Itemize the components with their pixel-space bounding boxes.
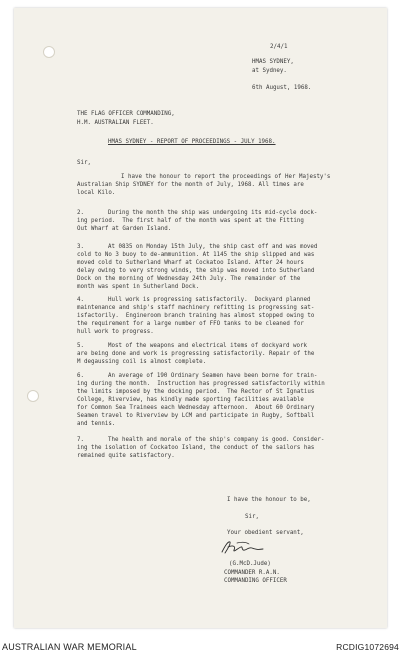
- para-7-line-2: ing the isolation of Cockatoo Island, the conduct of the sailors has: [77, 445, 315, 451]
- addressee-line-1: THE FLAG OFFICER COMMANDING,: [77, 111, 175, 117]
- punch-hole-top: [43, 46, 55, 58]
- file-reference: 2/4/1: [270, 44, 288, 50]
- para-2-line-1: During the month the ship was undergoing its mid-cycle dock-: [108, 210, 318, 216]
- para-4-number: 4.: [77, 297, 84, 303]
- signatory-title: COMMANDING OFFICER: [224, 578, 287, 584]
- para-1-line-3: local Kilo.: [77, 190, 116, 196]
- letter-date: 6th August, 1968.: [252, 85, 312, 91]
- para-3-line-5: Dock on the morning of Wednesday 24th July. The remainder of the: [77, 276, 301, 282]
- para-3-line-4: delay owing to very strong winds, the ship was moved into Sutherland: [77, 268, 315, 274]
- para-1-line-1: I have the honour to report the proceedings of Her Majesty's: [121, 174, 331, 180]
- para-3-line-3: moved cold to Sutherland Wharf at Cockatoo Island. After 24 hours: [77, 260, 304, 266]
- closing-line-3: Your obedient servant,: [227, 530, 304, 536]
- para-5-line-2: are being done and work is progressing satisfactorily. Repair of the: [77, 351, 315, 357]
- para-4-line-3: isfactorily. Engineroom branch training has almost stopped owing to: [77, 313, 315, 319]
- para-6-number: 6.: [77, 373, 84, 379]
- punch-hole-bottom: [27, 390, 39, 402]
- institution-credit: AUSTRALIAN WAR MEMORIAL: [2, 642, 137, 652]
- para-6-line-4: College, Riverview, has kindly made sporting facilities available: [77, 397, 304, 403]
- signatory-name: (G.McD.Jude): [229, 561, 271, 567]
- para-5-number: 5.: [77, 343, 84, 349]
- para-6-line-2: ing during the month. Instruction has progressed satisfactorily within: [77, 381, 325, 387]
- catalogue-id: RCDIG1072694: [336, 642, 399, 652]
- para-6-line-7: and tennis.: [77, 421, 116, 427]
- sender-location: at Sydney.: [252, 68, 287, 74]
- sender-ship: HMAS SYDNEY,: [252, 59, 294, 65]
- para-5-line-3: M degaussing coil is almost complete.: [77, 359, 207, 365]
- handwritten-signature: [219, 538, 267, 556]
- para-2-line-2: ing period. The first half of the month was spent at the Fitting: [77, 218, 304, 224]
- para-5-line-1: Most of the weapons and electrical items of dockyard work: [108, 343, 307, 349]
- para-7-number: 7.: [77, 437, 84, 443]
- para-3-line-1: At 0835 on Monday 15th July, the ship cast off and was moved: [108, 244, 318, 250]
- para-6-line-3: the limits imposed by the docking period. The Rector of St Ignatius: [77, 389, 315, 395]
- para-6-line-6: Seamen travel to Riverview by LCM and participate in Rugby, Softball: [77, 413, 315, 419]
- para-6-line-5: for Common Sea Trainees each Wednesday afternoon. About 60 Ordinary: [77, 405, 315, 411]
- para-3-number: 3.: [77, 244, 84, 250]
- para-4-line-5: hull work to progress.: [77, 329, 154, 335]
- para-7-line-1: The health and morale of the ship's company is good. Consider-: [108, 437, 325, 443]
- para-3-line-6: month was spent in Sutherland Dock.: [77, 284, 200, 290]
- para-4-line-2: maintenance and ship's staff machinery refitting is progressing sat-: [77, 305, 315, 311]
- para-4-line-1: Hull work is progressing satisfactorily. Dockyard planned: [108, 297, 311, 303]
- para-3-line-2: cold to No 3 buoy to de-ammunition. At 1145 the ship slipped and was: [77, 252, 315, 258]
- para-2-number: 2.: [77, 210, 84, 216]
- para-1-line-2: Australian Ship SYDNEY for the month of July, 1968. All times are: [77, 182, 304, 188]
- para-6-line-1: An average of 190 Ordinary Seamen have been borne for train-: [108, 373, 318, 379]
- para-2-line-3: Out Wharf at Garden Island.: [77, 226, 172, 232]
- para-4-line-4: the requirement for a large number of FFO tanks to be cleaned for: [77, 321, 304, 327]
- salutation: Sir,: [77, 160, 91, 166]
- closing-line-2: Sir,: [245, 514, 259, 520]
- subject-line: HMAS SYDNEY - REPORT OF PROCEEDINGS - JULY 1968.: [108, 139, 276, 145]
- addressee-line-2: H.M. AUSTRALIAN FLEET.: [77, 120, 154, 126]
- closing-line-1: I have the honour to be,: [227, 497, 311, 503]
- signatory-rank: COMMANDER R.A.N.: [224, 570, 280, 576]
- para-7-line-3: remained quite satisfactory.: [77, 453, 175, 459]
